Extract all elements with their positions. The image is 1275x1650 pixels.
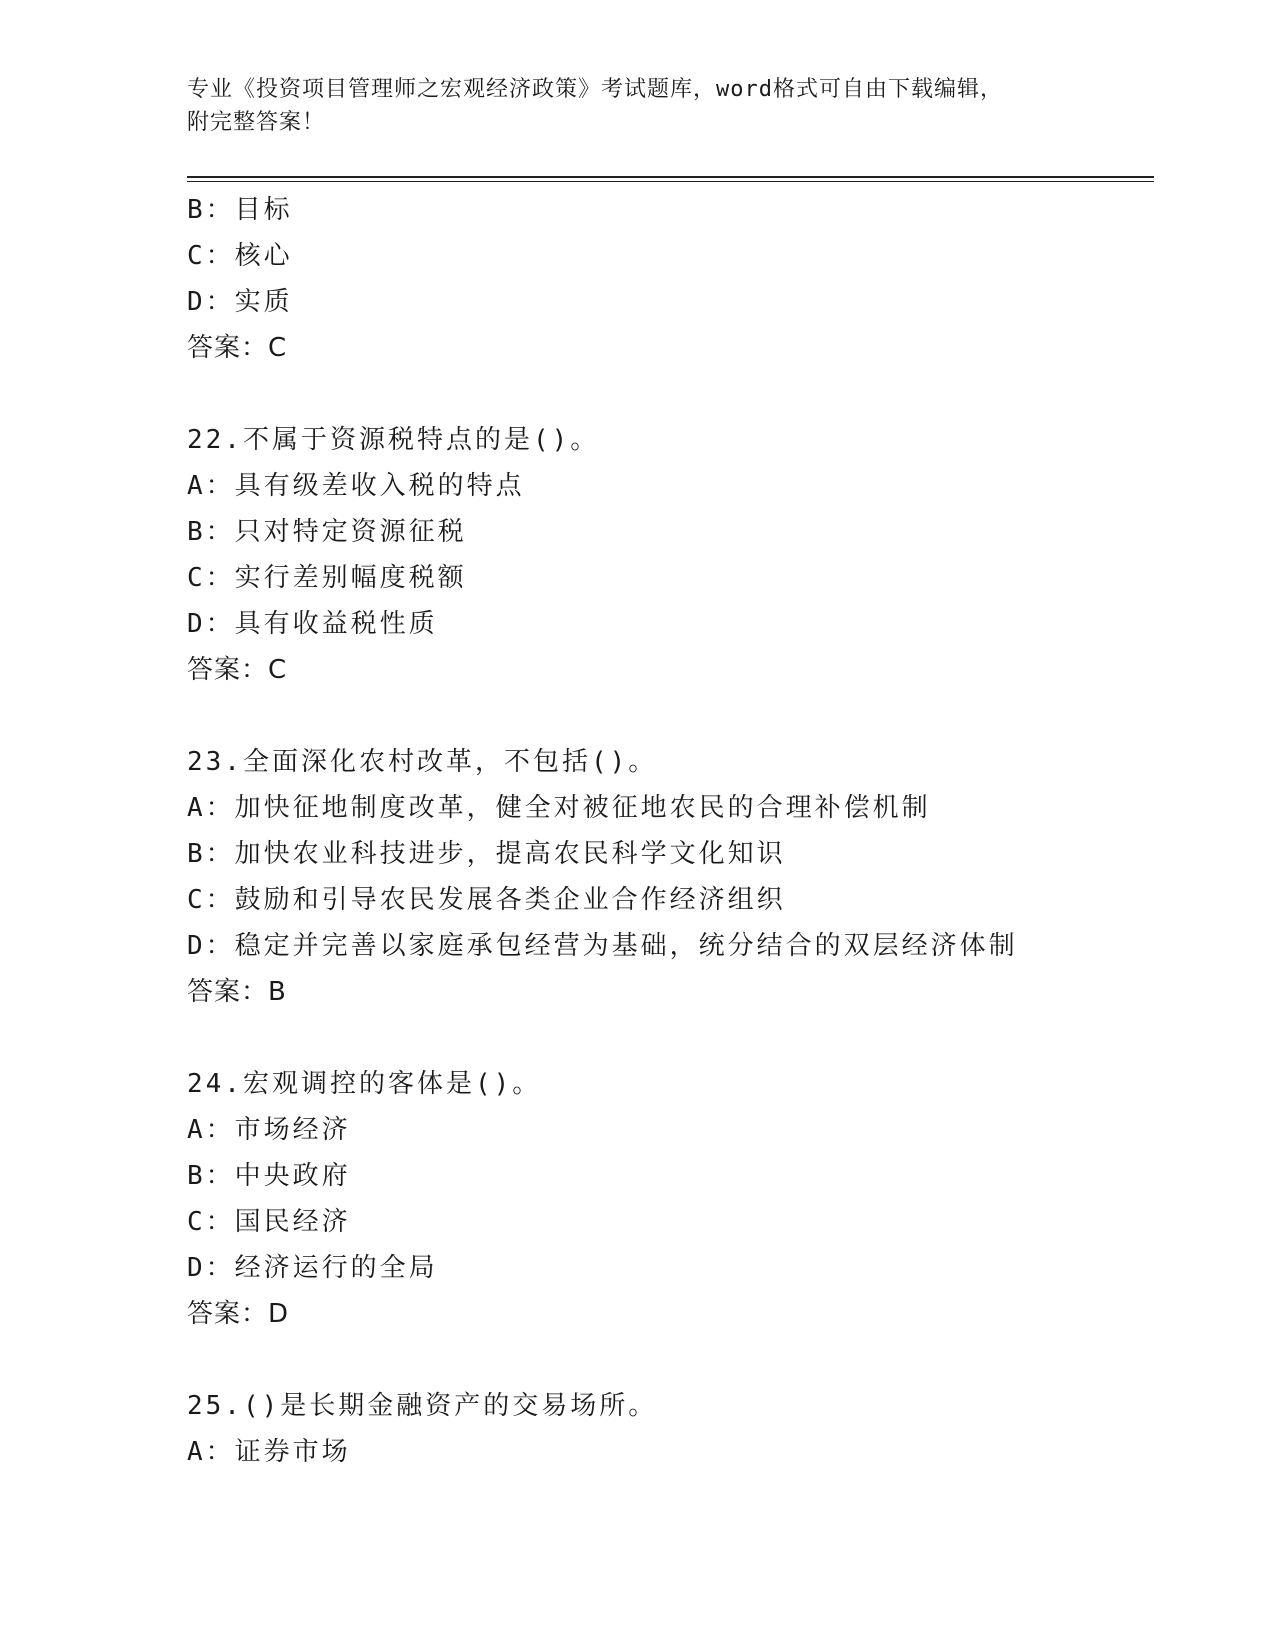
option-a: A：具有级差收入税的特点 bbox=[187, 471, 525, 501]
answer-line: 答案：D bbox=[187, 1299, 290, 1329]
question-stem: 22.不属于资源税特点的是()。 bbox=[187, 425, 600, 455]
option-c: C：鼓励和引导农民发展各类企业合作经济组织 bbox=[187, 885, 786, 915]
option-d: D：实质 bbox=[187, 287, 293, 317]
option-d: D：稳定并完善以家庭承包经营为基础，统分结合的双层经济体制 bbox=[187, 931, 1018, 961]
header-line-2: 附完整答案！ bbox=[187, 110, 326, 135]
spacer bbox=[187, 371, 1147, 417]
question-24 bbox=[187, 1061, 1147, 1337]
answer-line: 答案：C bbox=[187, 655, 288, 685]
option-b: B：中央政府 bbox=[187, 1161, 351, 1191]
question-21-continued bbox=[187, 187, 1147, 371]
option-c: C：国民经济 bbox=[187, 1207, 351, 1237]
answer-line: 答案：C bbox=[187, 333, 288, 363]
question-stem: 25.()是长期金融资产的交易场所。 bbox=[187, 1391, 658, 1421]
header-divider-thin bbox=[187, 181, 1154, 182]
header-line-1: 专业《投资项目管理师之宏观经济政策》考试题库，word格式可自由下载编辑， bbox=[187, 77, 1003, 102]
option-d: D：具有收益税性质 bbox=[187, 609, 438, 639]
document-header bbox=[187, 73, 1087, 139]
option-b: B：目标 bbox=[187, 195, 293, 225]
spacer bbox=[187, 693, 1147, 739]
spacer bbox=[187, 1015, 1147, 1061]
option-b: B：只对特定资源征税 bbox=[187, 517, 467, 547]
option-a: A：市场经济 bbox=[187, 1115, 351, 1145]
option-a: A：加快征地制度改革，健全对被征地农民的合理补偿机制 bbox=[187, 793, 931, 823]
question-23 bbox=[187, 739, 1147, 1015]
question-25 bbox=[187, 1383, 1147, 1475]
answer-line: 答案：B bbox=[187, 977, 287, 1007]
option-c: C：实行差别幅度税额 bbox=[187, 563, 467, 593]
question-stem: 24.宏观调控的客体是()。 bbox=[187, 1069, 542, 1099]
question-list bbox=[187, 187, 1147, 1475]
header-divider-thick bbox=[187, 176, 1154, 178]
question-22 bbox=[187, 417, 1147, 693]
option-a: A：证券市场 bbox=[187, 1437, 351, 1467]
option-b: B：加快农业科技进步，提高农民科学文化知识 bbox=[187, 839, 786, 869]
option-d: D：经济运行的全局 bbox=[187, 1253, 438, 1283]
option-c: C：核心 bbox=[187, 241, 293, 271]
spacer bbox=[187, 1337, 1147, 1383]
question-stem: 23.全面深化农村改革，不包括()。 bbox=[187, 747, 658, 777]
